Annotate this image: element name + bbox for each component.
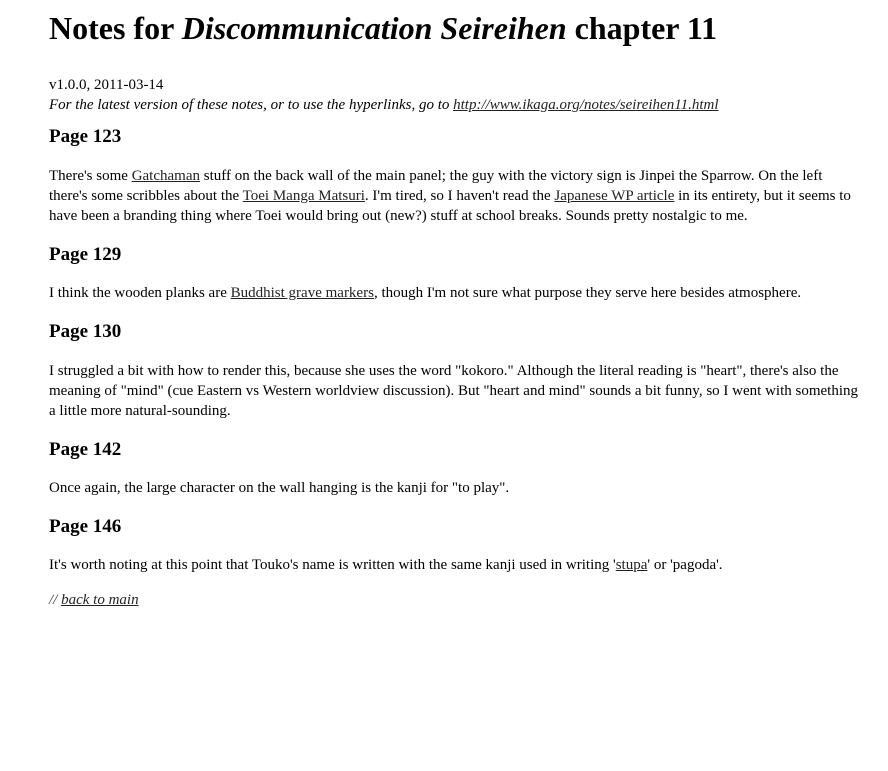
paragraph-text: I think the wooden planks are [49,285,231,301]
paragraph-text: in its entirety, but it seems to have been a branding thing where Toei would bring out (new?) stuff at school breaks. Sounds pretty nostalgic to me. [49,188,851,224]
back-to-main-link[interactable]: back to main [61,592,139,608]
japanese-wp-article-link[interactable]: Japanese WP article [554,188,675,204]
gatchaman-link[interactable]: Gatchaman [131,168,200,184]
version-line: v1.0.0, 2011-03-14 [49,77,164,93]
paragraph-text: There's some [49,168,132,184]
stupa-link[interactable]: stupa [615,557,648,573]
meta-block [49,75,864,115]
section-heading: Page 146 [49,516,122,537]
section-heading: Page 142 [49,439,122,460]
title-italic: Discommunication Seireihen [181,10,567,46]
footer-separator: // [49,592,58,608]
paragraph-text: Once again, the large character on the wall hanging is the kanji for "to play". [49,480,510,496]
section-page-123 [49,125,864,226]
section-page-130 [49,320,864,421]
section-heading: Page 130 [49,321,122,342]
latest-version-note [49,95,864,115]
page-title [49,0,864,47]
paragraph-text: ' or 'pagoda'. [647,557,723,573]
note-text: For the latest version of these notes, or to use the hyperlinks, go to [49,97,454,113]
paragraph-text: stuff on the back wall of the main panel; the guy with the victory sign is Jinpei the Sparrow. On the left there's some scribbles about the [49,168,823,204]
section-paragraph [49,555,864,575]
section-heading: Page 123 [49,126,122,147]
footer-nav [49,590,864,610]
buddhist-grave-markers-link[interactable]: Buddhist grave markers [230,285,374,301]
toei-manga-matsuri-link[interactable]: Toei Manga Matsuri [242,188,365,204]
section-paragraph [49,478,864,498]
section-page-129 [49,243,864,303]
title-suffix: chapter 11 [566,10,718,46]
paragraph-text: I struggled a bit with how to render this, because she uses the word "kokoro." Although the literal reading is "heart", there's also the meaning of "mind" (cue Eastern vs Western worldview discussion). But "heart and mind" sounds a bit funny, so I went with something a little more natural-sounding. [49,363,858,419]
section-page-146 [49,515,864,575]
section-page-142 [49,438,864,498]
paragraph-text: It's worth noting at this point that Touko's name is written with the same kanji used in writing ' [49,557,616,573]
section-paragraph [49,166,864,226]
section-paragraph [49,361,864,421]
section-heading: Page 129 [49,244,122,265]
title-prefix: Notes for [49,10,182,46]
paragraph-text: . I'm tired, so I haven't read the [364,188,555,204]
notes-url-link[interactable]: http://www.ikaga.org/notes/seireihen11.html [453,97,719,113]
section-paragraph [49,283,864,303]
paragraph-text: , though I'm not sure what purpose they serve here besides atmosphere. [373,285,802,301]
